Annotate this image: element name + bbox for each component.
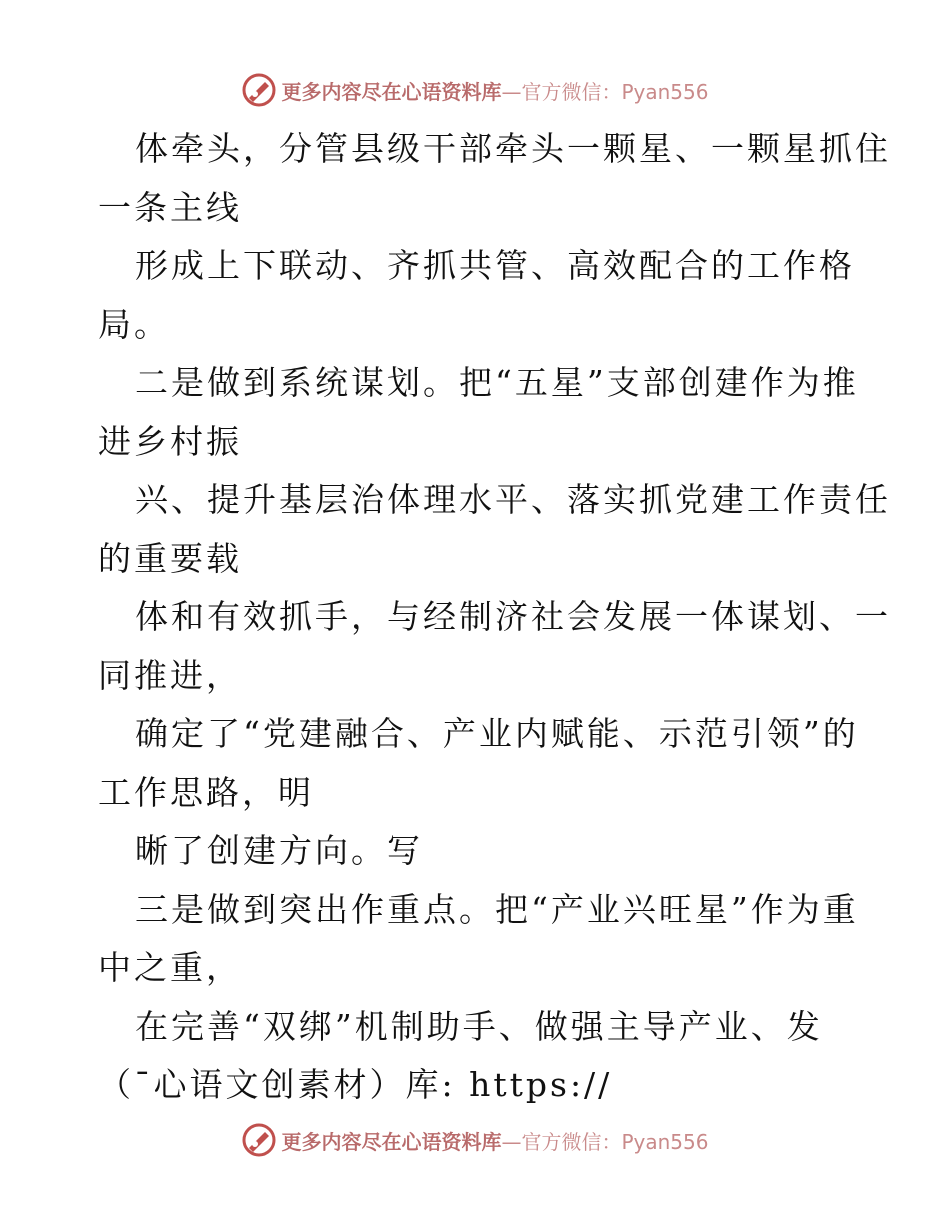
pen-logo-icon [241, 72, 277, 108]
text-line: 局。 [98, 304, 170, 344]
text-line: 同推进， [98, 655, 242, 695]
text-line: （¯心语文创素材）库: https:// [98, 1065, 613, 1104]
text-line: 三是做到突出作重点。把“产业兴旺星”作为重 [135, 889, 859, 929]
text-line: 的重要载 [98, 538, 242, 578]
text-line: 在完善“双绑”机制助手、做强主导产业、发 [135, 1006, 823, 1046]
watermark-text: 更多内容尽在心语资料库—官方微信：Pyan556 [281, 1129, 709, 1154]
watermark-text: 更多内容尽在心语资料库—官方微信：Pyan556 [281, 79, 709, 104]
text-line: 中之重， [98, 948, 242, 987]
text-line: 一条主线 [98, 187, 242, 227]
document-body [98, 120, 891, 1115]
text-line: 进乡村振 [98, 421, 242, 461]
text-line: 兴、提升基层治体理水平、落实抓党建工作责任 [135, 480, 891, 519]
text-line: 形成上下联动、齐抓共管、高效配合的工作格 [135, 246, 855, 285]
pen-logo-icon [241, 1122, 277, 1158]
header-watermark [0, 70, 950, 110]
footer-watermark [0, 1120, 950, 1160]
text-line: 二是做到系统谋划。把“五星”支部创建作为推 [135, 363, 859, 402]
text-line: 体和有效抓手，与经制济社会发展一体谋划、一 [135, 597, 891, 636]
text-line: 确定了“党建融合、产业内赋能、示范引领”的 [135, 714, 859, 753]
text-line: 工作思路，明 [98, 772, 314, 812]
text-line: 晰了创建方向。写 [135, 831, 423, 870]
text-line: 体牵头，分管县级干部牵头一颗星、一颗星抓住 [135, 129, 891, 168]
